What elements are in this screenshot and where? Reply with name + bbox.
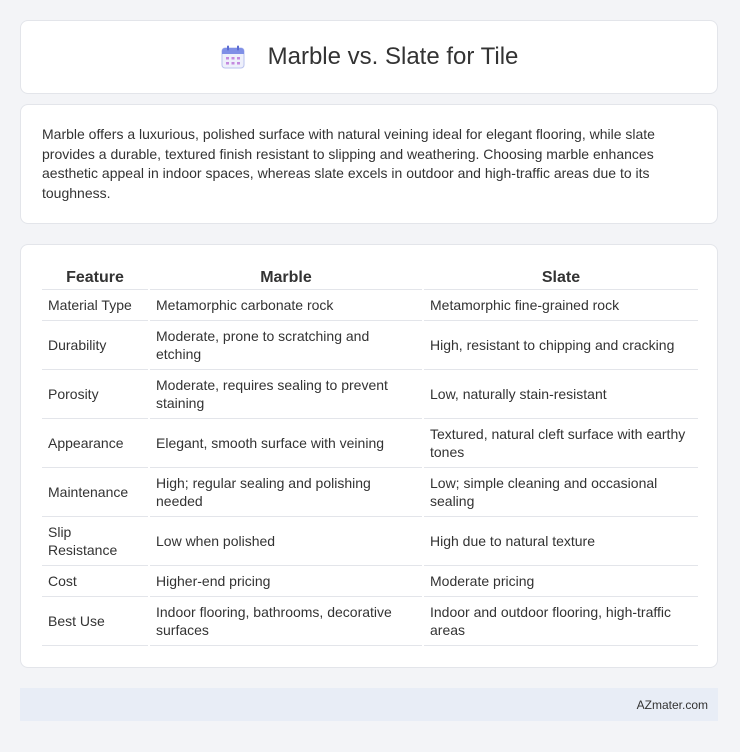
feature-cell: Maintenance <box>42 468 149 517</box>
comparison-table <box>42 265 698 646</box>
calendar-icon <box>220 44 246 70</box>
feature-cell: Material Type <box>42 290 149 321</box>
table-row <box>42 370 698 419</box>
header-slate: Slate <box>423 265 698 290</box>
intro-card <box>20 104 718 224</box>
title-row <box>220 43 519 71</box>
title-card <box>20 20 718 94</box>
feature-cell: Porosity <box>42 370 149 419</box>
feature-cell: Appearance <box>42 419 149 468</box>
marble-cell: High; regular sealing and polishing needed <box>149 468 423 517</box>
table-row <box>42 566 698 597</box>
table-row <box>42 597 698 646</box>
header-marble: Marble <box>149 265 423 290</box>
feature-cell: Durability <box>42 321 149 370</box>
feature-cell: Slip Resistance <box>42 517 149 566</box>
marble-cell: Indoor flooring, bathrooms, decorative surfaces <box>149 597 423 646</box>
slate-cell: Metamorphic fine-grained rock <box>423 290 698 321</box>
slate-cell: Textured, natural cleft surface with earthy tones <box>423 419 698 468</box>
footer-brand: AZmater.com <box>636 697 708 712</box>
table-row <box>42 468 698 517</box>
footer-bar <box>20 688 718 721</box>
slate-cell: Low; simple cleaning and occasional sealing <box>423 468 698 517</box>
comparison-card <box>20 244 718 668</box>
marble-cell: Moderate, prone to scratching and etching <box>149 321 423 370</box>
slate-cell: Low, naturally stain-resistant <box>423 370 698 419</box>
table-row <box>42 419 698 468</box>
intro-paragraph: Marble offers a luxurious, polished surface with natural veining ideal for elegant flooring, while slate provides a durable, textured finish resistant to slipping and weathering. Choosing marble enhances aesthetic appeal in indoor spaces, whereas slate excels in outdoor and high-traffic areas due to its toughness. <box>42 126 655 201</box>
marble-cell: Elegant, smooth surface with veining <box>149 419 423 468</box>
marble-cell: Low when polished <box>149 517 423 566</box>
table-row <box>42 517 698 566</box>
marble-cell: Metamorphic carbonate rock <box>149 290 423 321</box>
table-row <box>42 321 698 370</box>
table-header-row <box>42 265 698 290</box>
header-feature: Feature <box>42 265 149 290</box>
slate-cell: Moderate pricing <box>423 566 698 597</box>
slate-cell: High, resistant to chipping and cracking <box>423 321 698 370</box>
feature-cell: Cost <box>42 566 149 597</box>
table-row <box>42 290 698 321</box>
page-title: Marble vs. Slate for Tile <box>267 43 519 70</box>
slate-cell: High due to natural texture <box>423 517 698 566</box>
feature-cell: Best Use <box>42 597 149 646</box>
slate-cell: Indoor and outdoor flooring, high-traffic areas <box>423 597 698 646</box>
marble-cell: Higher-end pricing <box>149 566 423 597</box>
marble-cell: Moderate, requires sealing to prevent staining <box>149 370 423 419</box>
